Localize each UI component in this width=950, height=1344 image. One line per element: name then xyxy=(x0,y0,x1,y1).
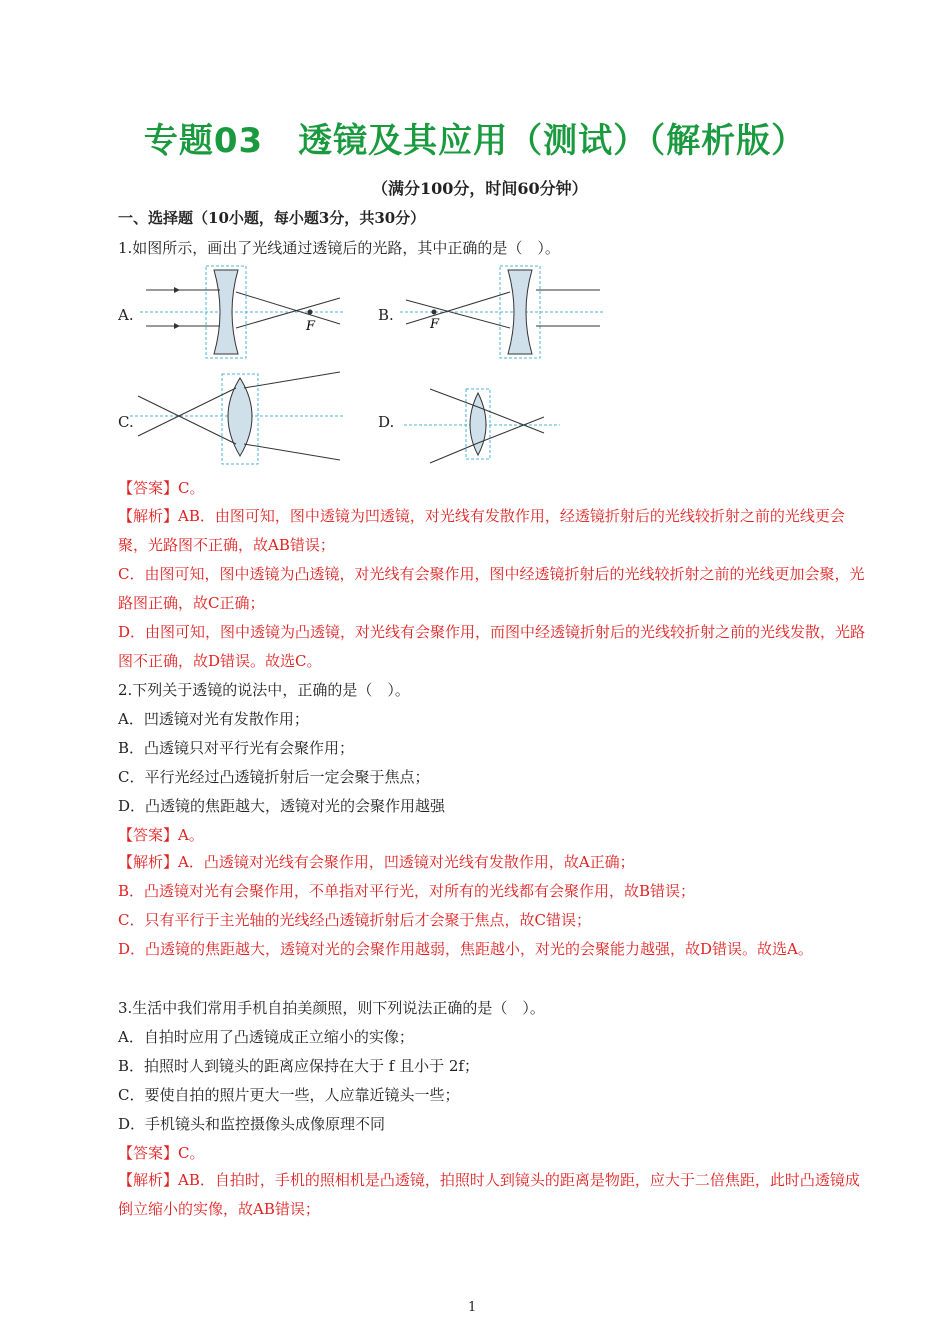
q2-analysis-d: D．凸透镜的焦距越大，透镜对光的会聚作用越弱，焦距越小，对光的会聚能力越强，故D错误。故选A。 xyxy=(118,940,813,958)
q3-option-a: A．自拍时应用了凸透镜成正立缩小的实像； xyxy=(118,1028,414,1046)
q2-option-a: A．凹透镜对光有发散作用； xyxy=(118,710,309,728)
page-subtitle: （满分100分，时间60分钟） xyxy=(372,179,588,198)
q3-answer: 【答案】C。 xyxy=(118,1144,205,1162)
q2-option-b: B．凸透镜只对平行光有会聚作用； xyxy=(118,739,355,757)
page-number: 1 xyxy=(468,1300,477,1315)
q2-option-d: D．凸透镜的焦距越大，透镜对光的会聚作用越强 xyxy=(118,797,446,815)
q1-answer: 【答案】C。 xyxy=(118,479,205,497)
diagram-b-concave-lens xyxy=(400,262,610,362)
q2-analysis-b: B．凸透镜对光有会聚作用，不单指对平行光，对所有的光线都有会聚作用，故B错误； xyxy=(118,882,696,900)
q2-answer: 【答案】A。 xyxy=(118,826,204,844)
q1-analysis-c: C．由图可知，图中透镜为凸透镜，对光线有会聚作用，图中经透镜折射后的光线较折射之前的光线更加会聚，光路图正确，故C正确； xyxy=(118,565,865,612)
q3-analysis-ab: 【解析】AB．自拍时，手机的照相机是凸透镜，拍照时人到镜头的距离是物距，应大于二倍焦距，此时凸透镜成倒立缩小的实像，故AB错误； xyxy=(118,1171,860,1218)
q3-option-d: D．手机镜头和监控摄像头成像原理不同 xyxy=(118,1115,386,1133)
focus-label-a: F xyxy=(306,319,316,334)
q2-option-c: C．平行光经过凸透镜折射后一定会聚于焦点； xyxy=(118,768,430,786)
q3-analysis xyxy=(88,1166,866,1224)
diagram-d-convex-lens xyxy=(400,385,560,465)
focus-label-b: F xyxy=(430,317,440,332)
q1-option-a-label: A. xyxy=(118,306,134,324)
q3-option-c: C．要使自拍的照片更大一些，人应靠近镜头一些； xyxy=(118,1086,460,1104)
q3-option-b: B．拍照时人到镜头的距离应保持在大于 f 且小于 2f； xyxy=(118,1057,479,1075)
q1-analysis xyxy=(88,502,866,676)
q2-analysis-c: C．只有平行于主光轴的光线经凸透镜折射后才会聚于焦点，故C错误； xyxy=(118,911,591,929)
q2-analysis xyxy=(88,848,866,964)
q1-analysis-d: D．由图可知，图中透镜为凸透镜，对光线有会聚作用，而图中经透镜折射后的光线较折射之前的光线发散，光路图不正确，故D错误。故选C。 xyxy=(118,623,866,670)
q2-stem: 2.下列关于透镜的说法中，正确的是（ ）。 xyxy=(118,681,410,699)
diagram-c-convex-lens xyxy=(140,370,350,470)
q1-stem: 1.如图所示，画出了光线通过透镜后的光路，其中正确的是（ ）。 xyxy=(118,239,560,257)
q1-option-b-label: B. xyxy=(378,306,394,324)
q1-analysis-ab: 【解析】AB．由图可知，图中透镜为凹透镜，对光线有发散作用，经透镜折射后的光线较折射之前的光线更会聚，光路图不正确，故AB错误； xyxy=(118,507,845,554)
diagram-a-concave-lens xyxy=(140,262,350,362)
q2-analysis-a: 【解析】A．凸透镜对光线有会聚作用，凹透镜对光线有发散作用，故A正确； xyxy=(118,853,635,871)
q1-option-c-label: C. xyxy=(118,413,134,431)
q3-stem: 3.生活中我们常用手机自拍美颜照，则下列说法正确的是（ ）。 xyxy=(118,999,545,1017)
q1-option-d-label: D. xyxy=(378,413,395,431)
page-title: 专题03 透镜及其应用（测试）（解析版） xyxy=(143,121,807,161)
section-heading: 一、选择题（10小题，每小题3分，共30分） xyxy=(118,209,426,227)
